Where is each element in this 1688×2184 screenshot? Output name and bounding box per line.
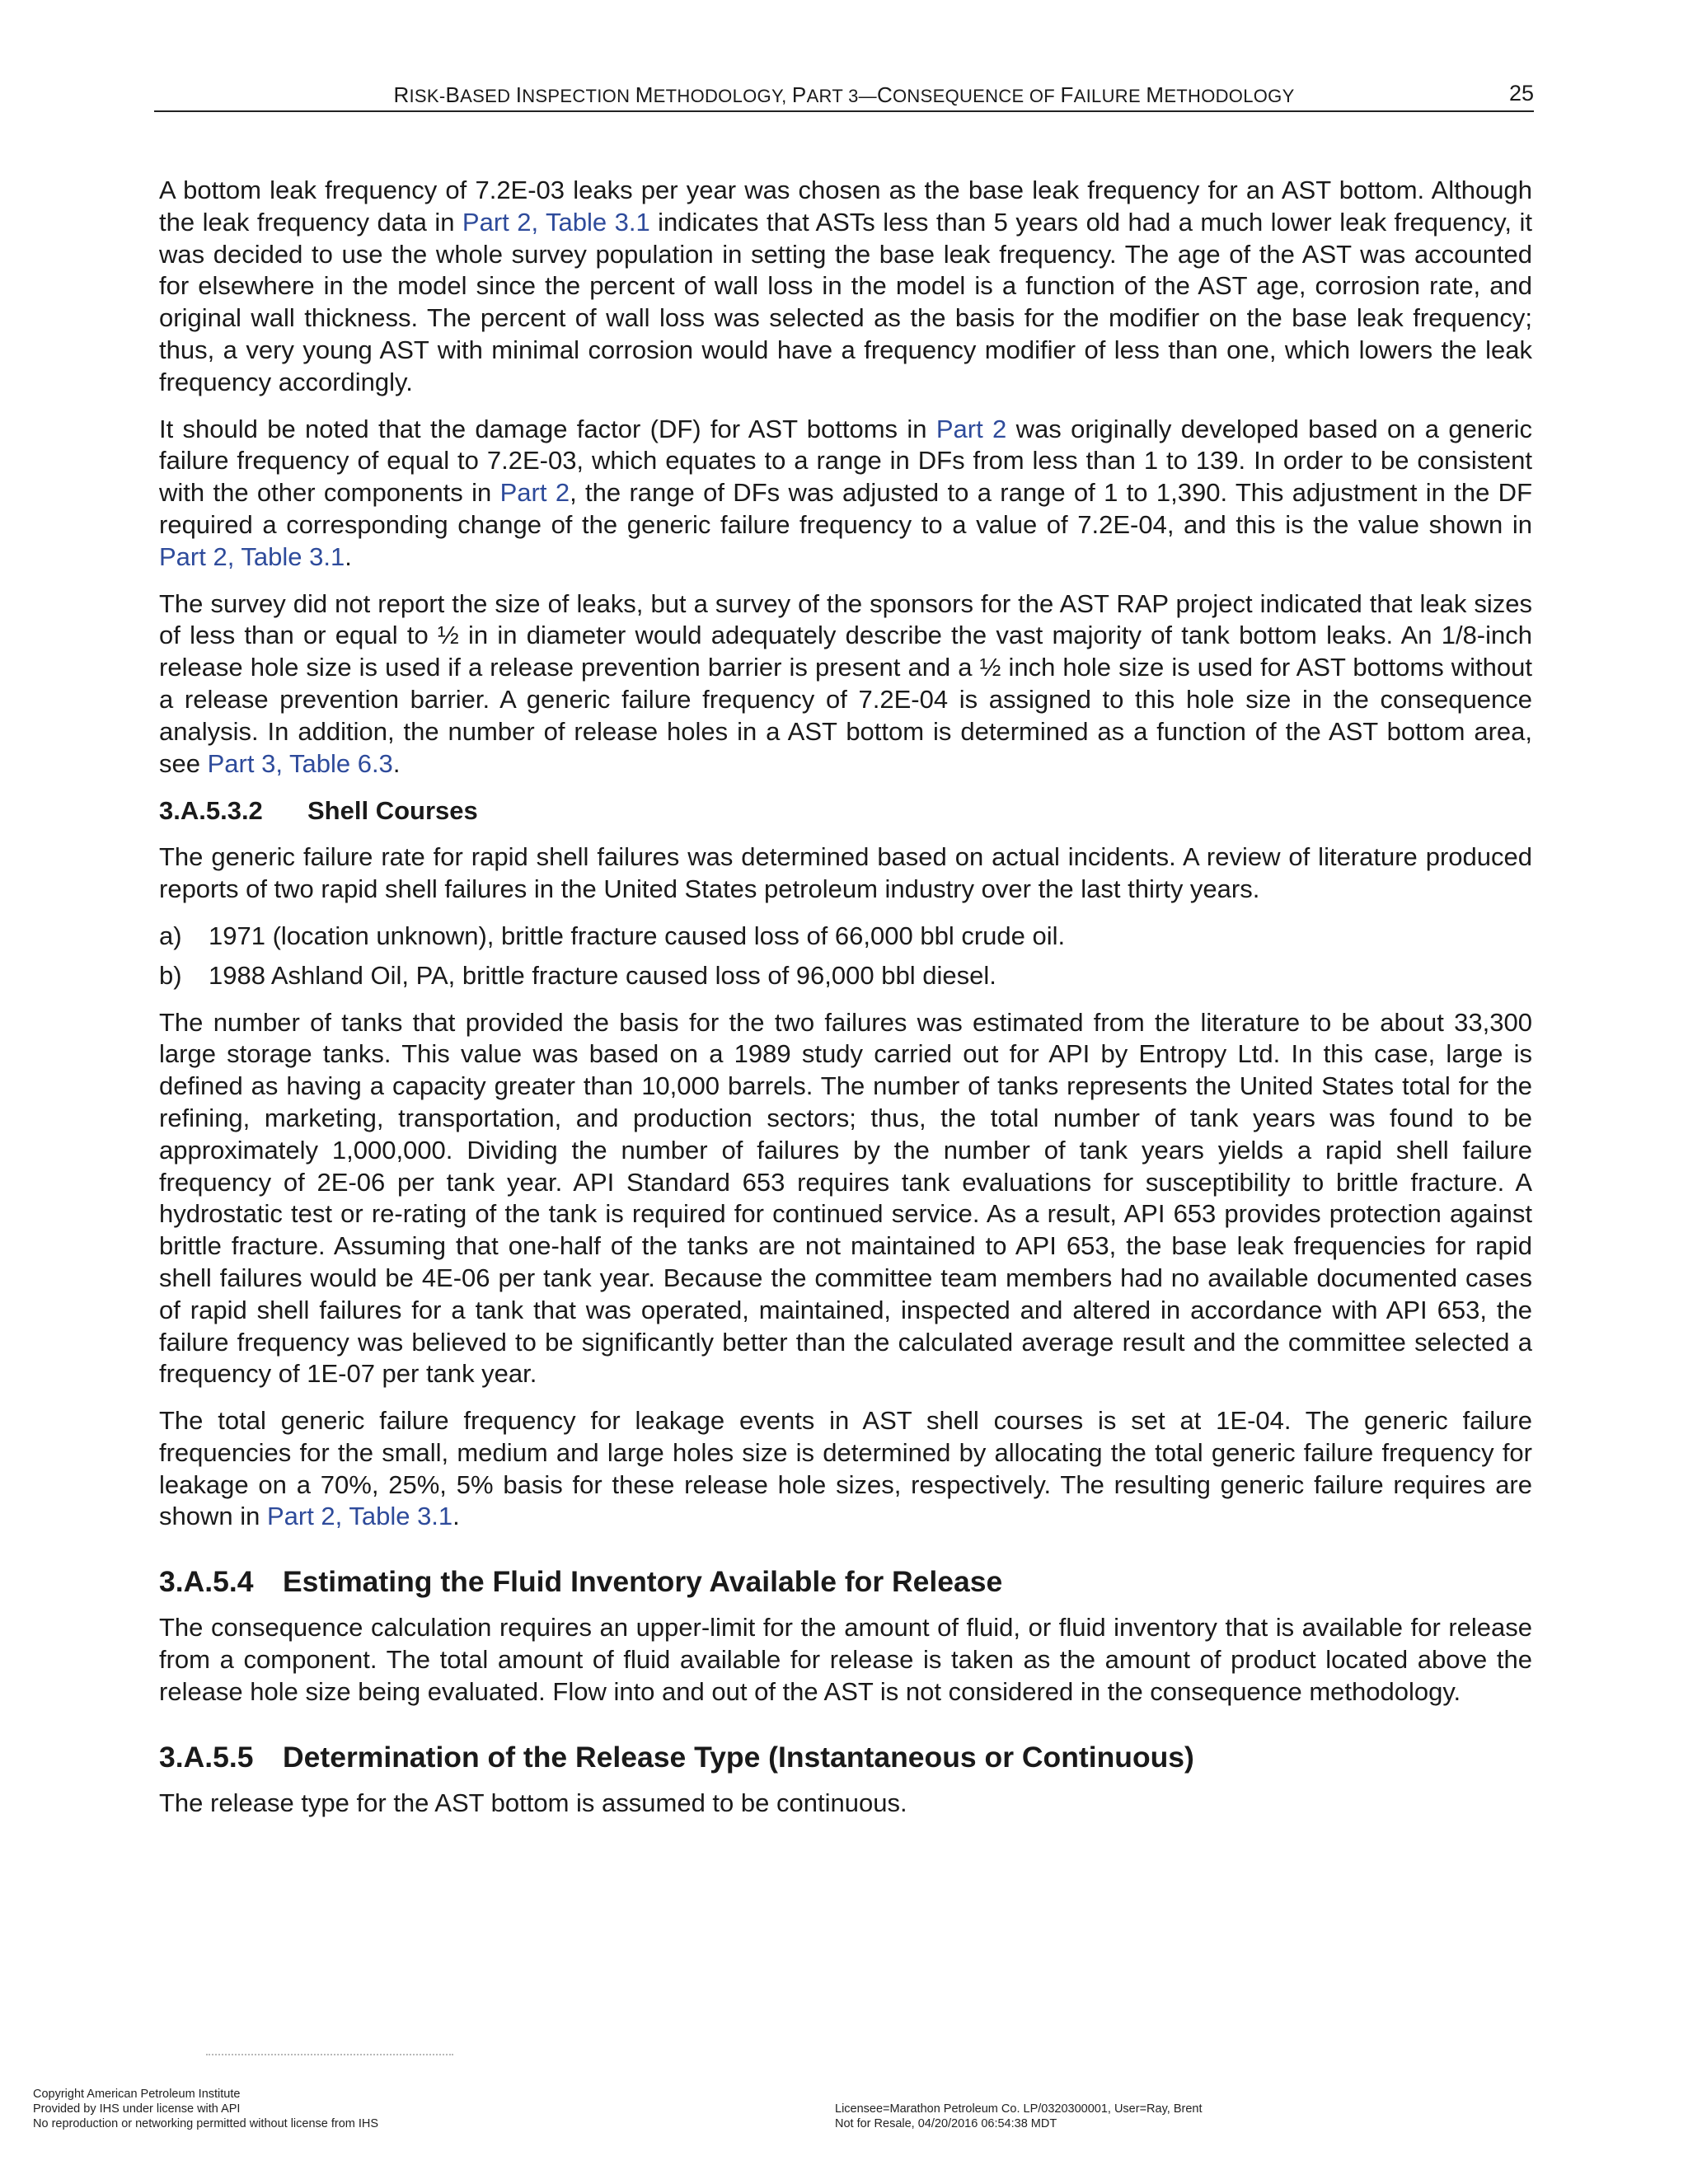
section-heading-release-type: 3.A.5.5 Determination of the Release Type (Instantaneous or Continuous)	[159, 1740, 1194, 1774]
link-part2[interactable]: Part 2	[499, 478, 570, 508]
paragraph-total-generic-frequency: The total generic failure frequency for leakage events in AST shell courses is set at 1E-04. The generic failure frequencies for the small, medium and large holes size is determined by allocating the total generic failure frequency for leakage on a 70%, 25%, 5% basis for these release hole sizes, respectively. The resulting generic failure requires are shown in Part 2, Table 3.1.	[159, 1406, 1532, 1531]
paragraph-tank-numbers: The number of tanks that provided the basis for the two failures was estimated from the literature to be about 33,300 large storage tanks. This value was based on a 1989 study carried out for API by Entropy Ltd. In this case, large is defined as having a capacity greater than 10,000 barrels. The number of tanks represents the United States total for the refining, marketing, transportation, and production sectors; thus, the total number of tank years was found to be approximately 1,000,000. Dividing the number of failures by the number of tank years yields a rapid shell failure frequency of 2E-06 per tank year. API Standard 653 requires tank evaluations for susceptibility to brittle fracture. A hydrostatic test or re-rating of the tank is required for continued service. As a result, API 653 provides protection against brittle fracture. Assuming that one-half of the tanks are not maintained to API 653, the base leak frequencies for rapid shell failures would be 4E-06 per tank year. Because the committee team members had no available documented cases of rapid shell failures for a tank that was operated, maintained, inspected and altered in accordance with API 653, the failure frequency was believed to be significantly better than the calculated average result and the committee selected a frequency of 1E-07 per tank year.	[159, 1007, 1532, 1389]
running-header	[154, 77, 1534, 112]
paragraph-leak-size: The survey did not report the size of leaks, but a survey of the sponsors for the AST RAP project indicated that leak sizes of less than or equal to ½ in in diameter would adequately describe the vast majority of tank bottom leaks. An 1/8-inch release hole size is used if a release prevention barrier is present and a ½ inch hole size is used for AST bottoms without a release prevention barrier. A generic failure frequency of 7.2E-04 is assigned to this hole size in the consequence analysis. In addition, the number of release holes in a AST bottom is determined as a function of the AST bottom area, see Part 3, Table 6.3.	[159, 588, 1532, 778]
page-number: 25	[1508, 81, 1534, 105]
link-part2-table31[interactable]: Part 2, Table 3.1	[266, 1502, 453, 1531]
link-part3-table63[interactable]: Part 3, Table 6.3	[207, 748, 393, 778]
list-item: b) 1988 Ashland Oil, PA, brittle fracture caused loss of 96,000 bbl diesel.	[159, 960, 996, 990]
scan-artifact	[206, 2054, 453, 2067]
header-title: RISK-BASED INSPECTION METHODOLOGY, PART 3—CONSEQUENCE OF FAILURE METHODOLOGY	[393, 82, 1295, 107]
link-part2-table31[interactable]: Part 2, Table 3.1	[462, 207, 650, 237]
footer-copyright: Copyright American Petroleum Institute Provided by IHS under license with API No reproduction or networking permitted without license from IHS	[33, 2088, 379, 2130]
link-part2-table31[interactable]: Part 2, Table 3.1	[159, 541, 345, 571]
link-part2[interactable]: Part 2	[935, 414, 1007, 443]
section-heading-fluid-inventory: 3.A.5.4 Estimating the Fluid Inventory Available for Release	[159, 1565, 1003, 1599]
page-body	[159, 175, 1532, 1834]
paragraph-damage-factor: It should be noted that the damage factor (DF) for AST bottoms in Part 2 was originally developed based on a generic failure frequency of equal to 7.2E-03, which equates to a range in DFs from less than 1 to 139. In order to be consistent with the other components in Part 2, the range of DFs was adjusted to a range of 1 to 1,390. This adjustment in the DF required a corresponding change of the generic failure frequency to a value of 7.2E-04, and this is the value shown in Part 2, Table 3.1.	[159, 414, 1533, 571]
footer-license: Licensee=Marathon Petroleum Co. LP/0320300001, User=Ray, Brent Not for Resale, 04/20/2016 06:54:38 MDT	[835, 2102, 1203, 2130]
paragraph-fluid-inventory: The consequence calculation requires an upper-limit for the amount of fluid, or fluid inventory that is available for release from a component. The total amount of fluid available for release is taken as the amount of product located above the release hole size being evaluated. Flow into and out of the AST is not considered in the consequence methodology.	[159, 1613, 1532, 1706]
paragraph-rapid-shell-failures: The generic failure rate for rapid shell failures was determined based on actual incidents. A review of literature produced reports of two rapid shell failures in the United States petroleum industry over the last thirty years.	[159, 842, 1532, 904]
list-item: a) 1971 (location unknown), brittle fracture caused loss of 66,000 bbl crude oil.	[159, 921, 1066, 950]
paragraph-base-leak-frequency: A bottom leak frequency of 7.2E-03 leaks per year was chosen as the base leak frequency for an AST bottom. Although the leak frequency data in Part 2, Table 3.1 indicates that ASTs less than 5 years old had a much lower leak frequency, it was decided to use the whole survey population in setting the base leak frequency. The age of the AST was accounted for elsewhere in the model since the percent of wall loss in the model is a function of the AST age, corrosion rate, and original wall thickness. The percent of wall loss was selected as the basis for the modifier on the base leak frequency; thus, a very young AST with minimal corrosion would have a frequency modifier of less than one, which lowers the leak frequency accordingly.	[159, 176, 1532, 396]
section-heading-shell-courses: 3.A.5.3.2 Shell Courses	[159, 796, 478, 826]
paragraph-release-type: The release type for the AST bottom is assumed to be continuous.	[159, 1788, 907, 1817]
